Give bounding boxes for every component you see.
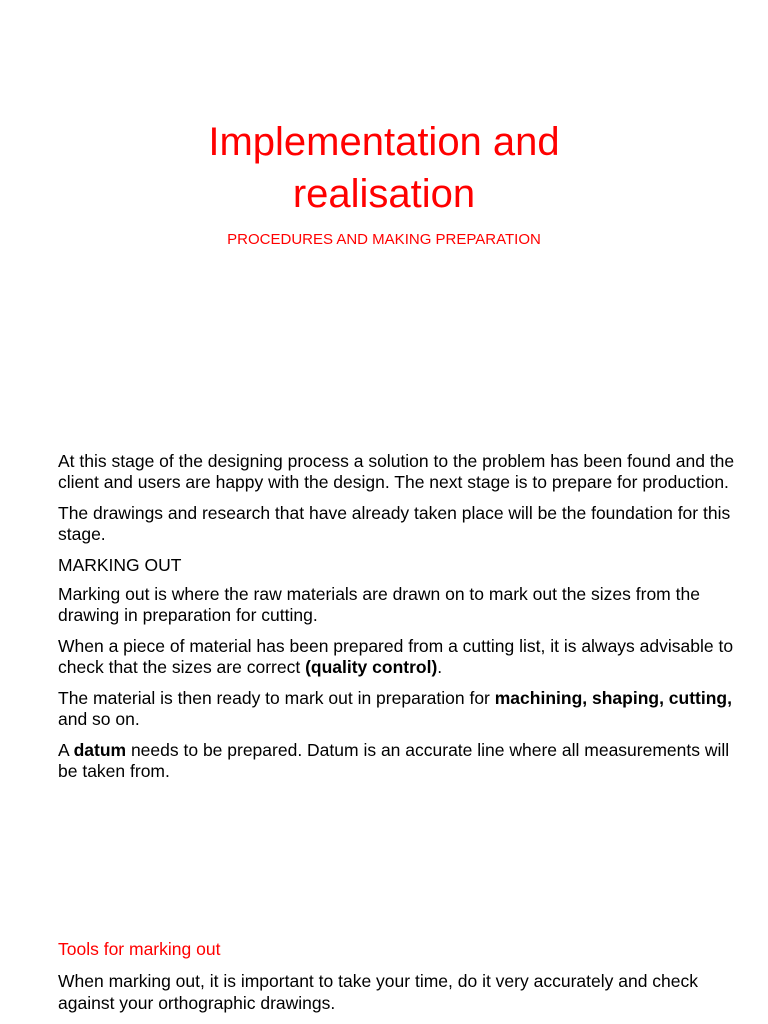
- paragraph-datum: [58, 740, 738, 782]
- section-heading-marking-out: MARKING OUT: [58, 555, 182, 575]
- paragraph-tools: When marking out, it is important to take your time, do it very accurately and check against your orthographic drawings.: [58, 971, 698, 1013]
- body-text: [58, 451, 738, 792]
- bold-term-datum: datum: [73, 740, 127, 760]
- paragraph-intro: At this stage of the designing process a solution to the problem has been found and the client and users are happy with the design. The next stage is to prepare for production.: [58, 451, 735, 492]
- paragraph-marking-out: Marking out is where the raw materials are drawn on to mark out the sizes from the drawing in preparation for cutting.: [58, 584, 700, 625]
- text-segment: When a piece of material has been prepared from a cutting list, it is always advisable to check that the sizes are correct: [58, 636, 734, 677]
- text-segment: .: [437, 657, 443, 677]
- text-segment: A: [58, 740, 74, 760]
- paragraph-foundation: The drawings and research that have already taken place will be the foundation for this stage.: [58, 503, 731, 544]
- text-segment: and so on.: [58, 709, 140, 729]
- paragraph-quality-control: [58, 636, 738, 678]
- paragraph-machining: [58, 688, 738, 730]
- title-line-1: Implementation and: [208, 120, 560, 164]
- page-subtitle: PROCEDURES AND MAKING PREPARATION: [227, 231, 541, 248]
- bold-term-machining: machining, shaping, cutting,: [494, 688, 732, 708]
- bold-term-quality-control: (quality control): [305, 657, 438, 677]
- title-line-2: realisation: [292, 172, 476, 216]
- text-segment: needs to be prepared. Datum is an accurate line where all measurements will be taken from.: [58, 740, 730, 781]
- section-heading-tools: Tools for marking out: [58, 939, 221, 959]
- tools-section: [58, 938, 738, 1014]
- text-segment: The material is then ready to mark out in preparation for: [58, 688, 495, 708]
- page-title: [0, 116, 768, 220]
